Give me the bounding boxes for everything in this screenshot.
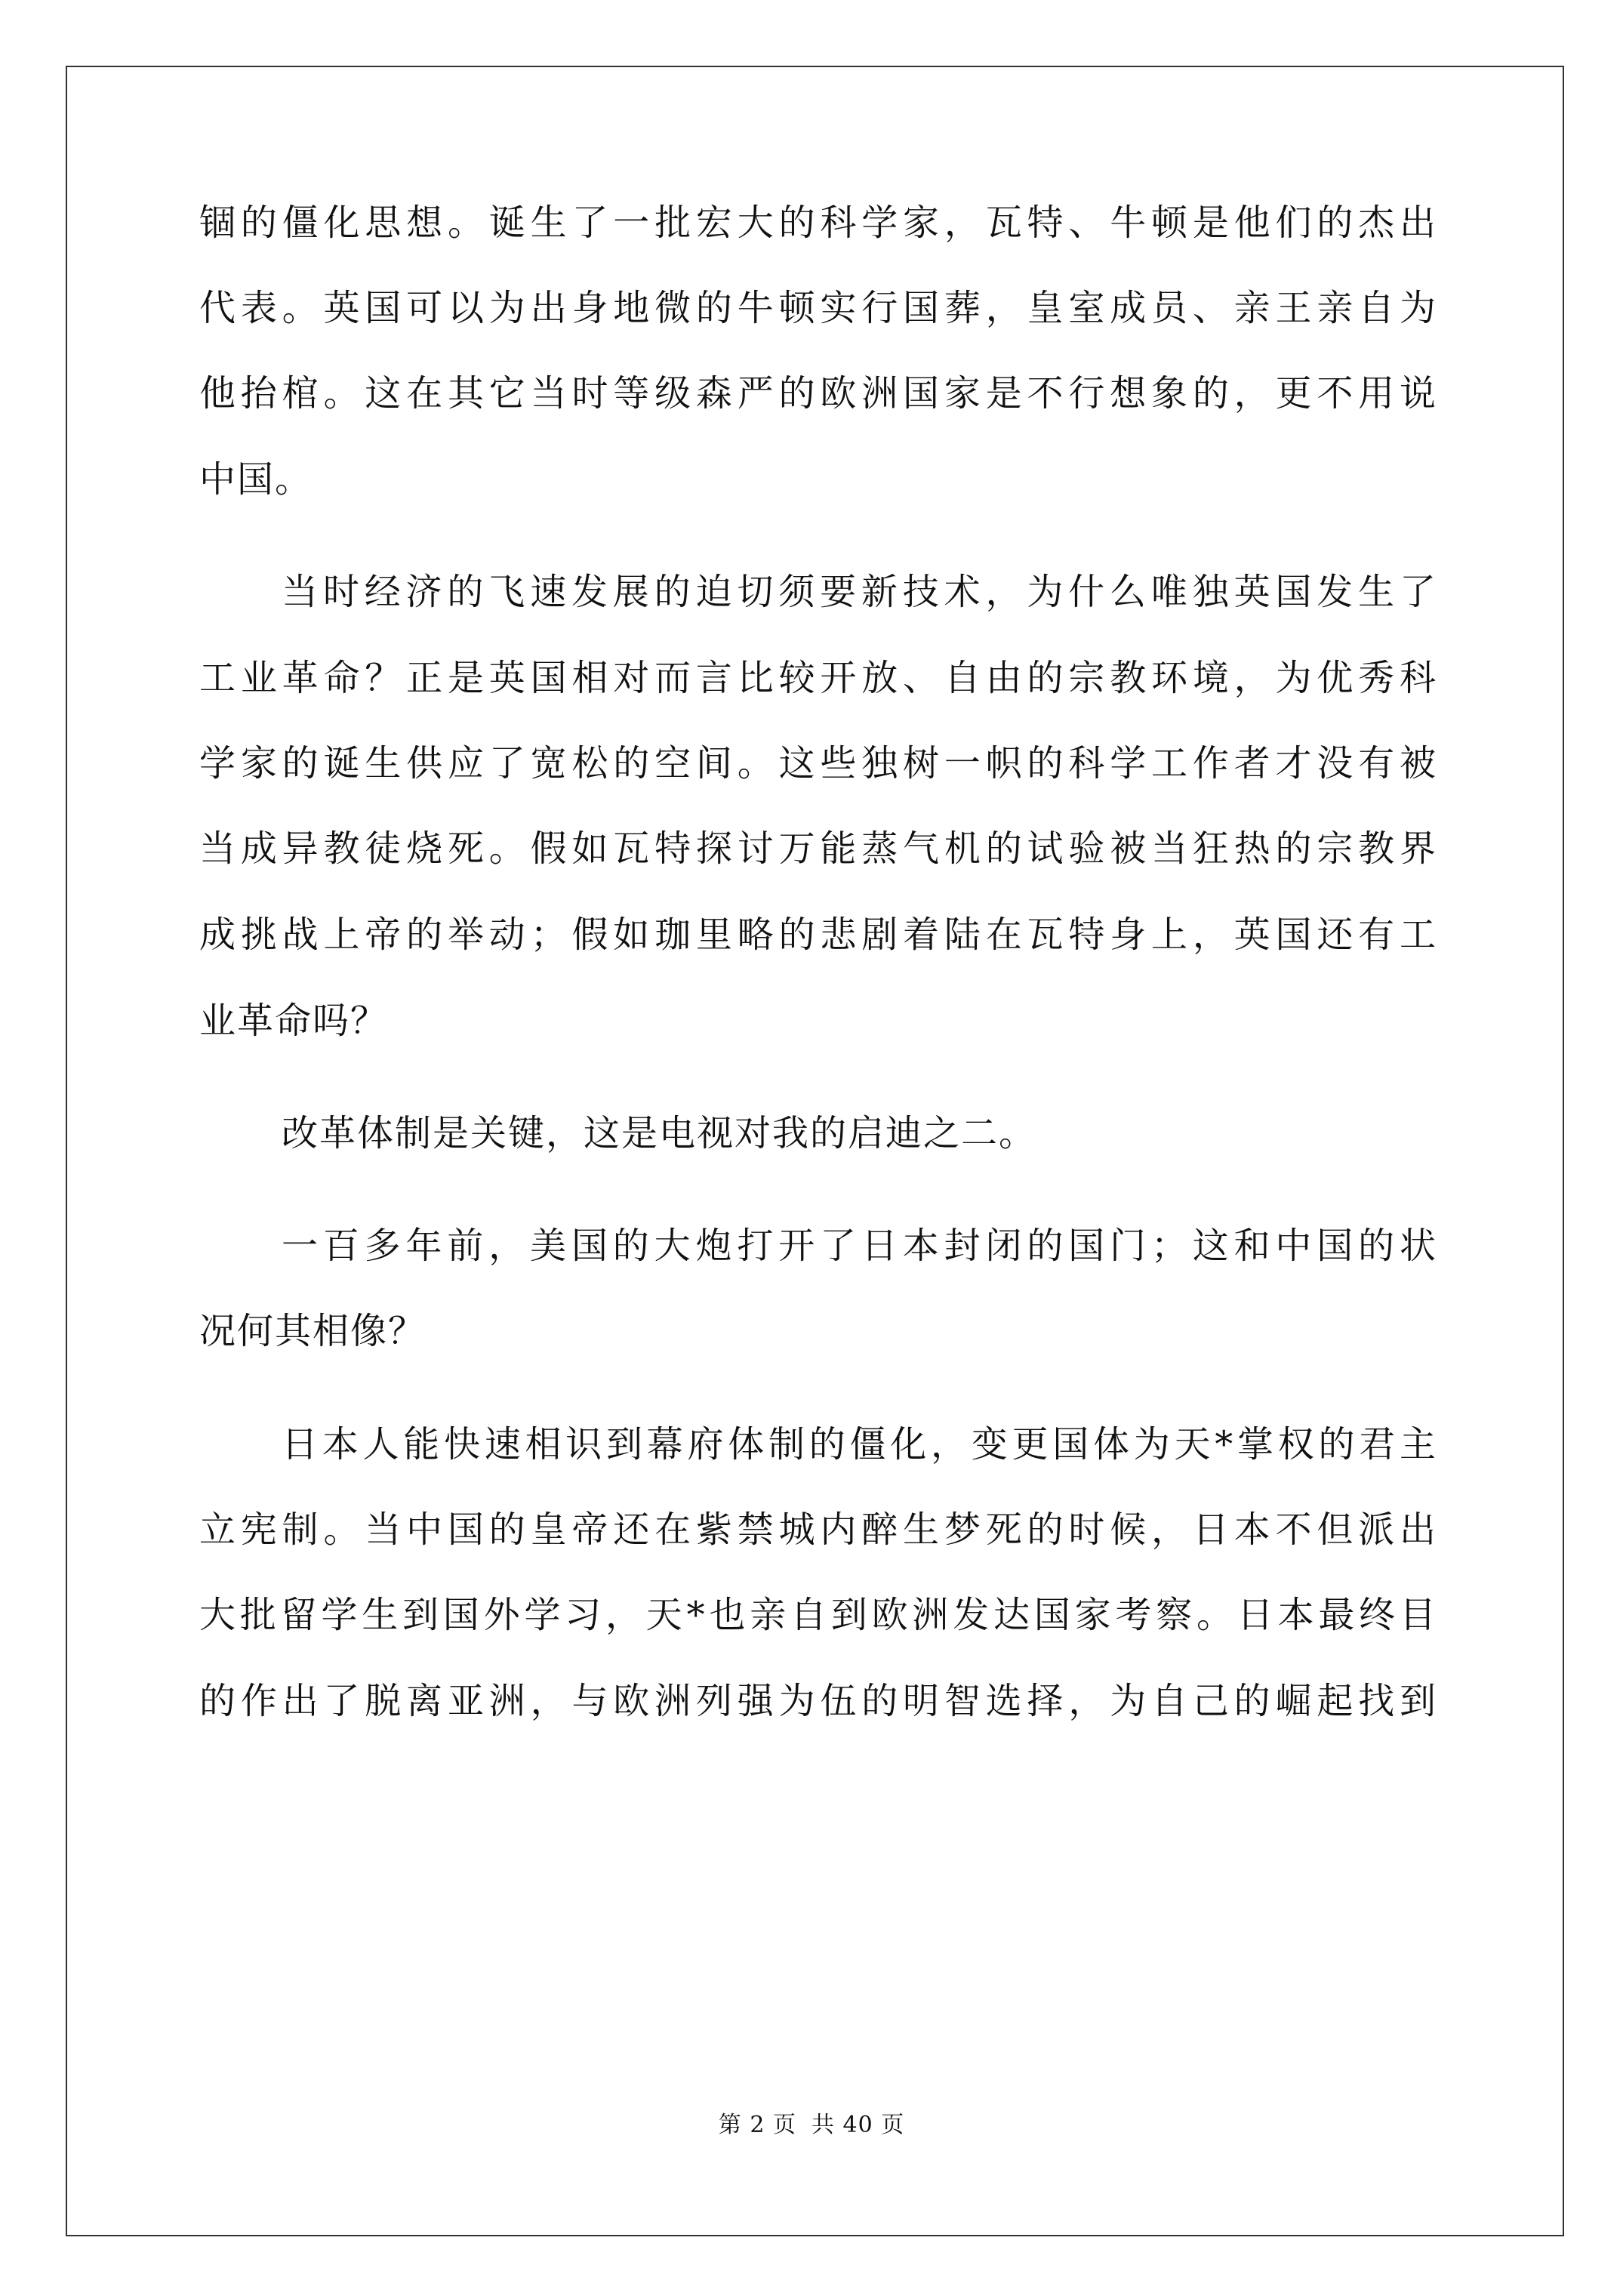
text-line: 立宪制。当中国的皇帝还在紫禁城内醉生梦死的时候，日本不但派出	[199, 1509, 1437, 1551]
page-total: 共 40 页	[811, 2112, 905, 2138]
text-line: 他抬棺。这在其它当时等级森严的欧洲国家是不行想象的，更不用说	[199, 372, 1437, 415]
text-line: 况何其相像？	[199, 1310, 427, 1352]
text-line: 一百多年前，美国的大炮打开了日本封闭的国门；这和中国的状	[282, 1225, 1437, 1267]
text-line: 大批留学生到国外学习，天*也亲自到欧洲发达国家考察。日本最终目	[199, 1594, 1437, 1636]
text-line: 业革命吗？	[199, 1000, 389, 1042]
page-footer	[0, 2110, 1623, 2140]
text-line: 的作出了脱离亚洲，与欧洲列强为伍的明智选择，为自己的崛起找到	[199, 1680, 1437, 1722]
text-line: 工业革命？正是英国相对而言比较开放、自由的宗教环境，为优秀科	[199, 657, 1437, 699]
text-line: 成挑战上帝的举动；假如珈里略的悲剧着陆在瓦特身上，英国还有工	[199, 914, 1437, 956]
text-line: 学家的诞生供应了宽松的空间。这些独树一帜的科学工作者才没有被	[199, 742, 1437, 784]
text-line: 中国。	[199, 458, 313, 501]
page-number: 第 2 页	[718, 2112, 796, 2138]
text-line: 日本人能快速相识到幕府体制的僵化，变更国体为天*掌权的君主	[282, 1423, 1437, 1465]
text-line: 改革体制是关键，这是电视对我的启迪之二。	[282, 1112, 1037, 1154]
text-line: 代表。英国可以为出身地微的牛顿实行国葬，皇室成员、亲王亲自为	[199, 287, 1437, 329]
text-line: 当时经济的飞速发展的迫切须要新技术，为什么唯独英国发生了	[282, 571, 1437, 613]
text-line: 当成异教徒烧死。假如瓦特探讨万能蒸气机的试验被当狂热的宗教界	[199, 827, 1437, 870]
text-line: 锢的僵化思想。诞生了一批宏大的科学家，瓦特、牛顿是他们的杰出	[199, 202, 1437, 244]
